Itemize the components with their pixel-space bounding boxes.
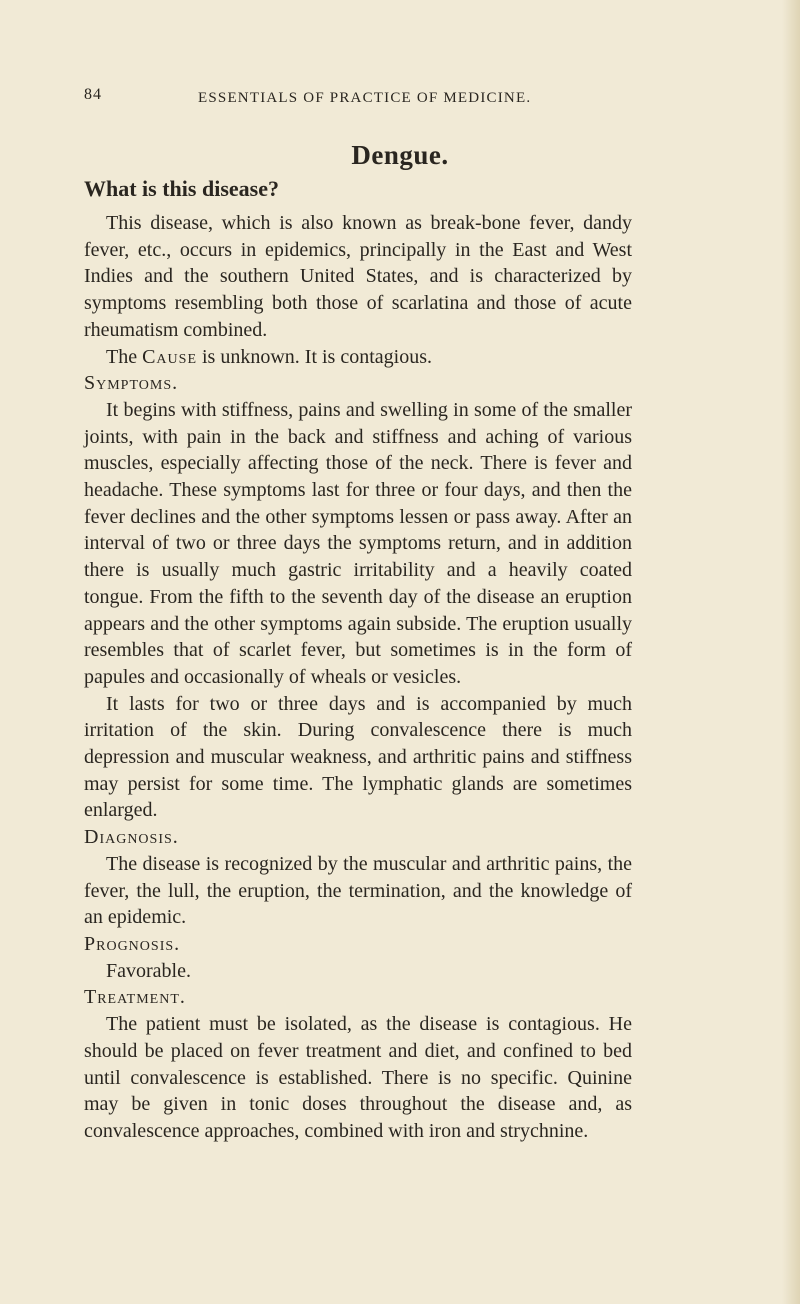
diagnosis-paragraph: The disease is recognized by the muscular and arthritic pains, the fever, the lull, the eruption, the termination, and the knowledge of an epidemic. [84,852,632,929]
treatment-paragraph: The patient must be isolated, as the disease is contagious. He should be placed on fever treatment and diet, and confined to bed until convalescence is established. There is no specific. Quinine may be given in tonic doses throughout the disease and, as convalescence approaches, combined with iron and strychnine. [84,1013,632,1142]
symptoms-heading: Symptoms. [84,372,179,395]
symptoms-paragraph-1: It begins with stiffness, pains and swelling in some of the smaller joints, with pain in the back and stiffness and aching of various muscles, especially affecting those of the neck. There is fever and headache. These symptoms last for three or four days, and then the fever declines and the other symptoms lessen or pass away. After an interval of two or three days the symptoms return, and in addition there is usually much gastric irritability and a heavily coated tongue. From the fifth to the seventh day of the disease an eruption appears and the other symptoms again subside. The eruption usually resembles that of scarlet fever, but sometimes is in the form of papules and occasionally of wheals or vesicles. [84,398,632,688]
cause-paragraph [84,344,632,371]
treatment-heading: Treatment. [84,986,186,1009]
page-number: 84 [84,86,102,103]
symptoms-paragraph-2: It lasts for two or three days and is accompanied by much irritation of the skin. During convalescence there is much depression and muscular weakness, and arthritic pains and stiffness may persist for some time. The lymphatic glands are sometimes enlarged. [84,692,632,822]
cause-text: is unknown. It is contagious. [202,345,432,368]
question-heading: What is this disease? [84,176,279,201]
definition-paragraph: This disease, which is also known as break-bone fever, dandy fever, etc., occurs in epidemics, principally in the East and West Indies and the southern United States, and is characterized by symptoms resembling both those of scarlatina and those of acute rheumatism combined. [84,212,632,341]
cause-pre: The [106,345,138,368]
article-body [84,210,632,1145]
running-head-title: ESSENTIALS OF PRACTICE OF MEDICINE. [198,90,532,106]
running-head [84,86,644,112]
diagnosis-heading: Diagnosis. [84,826,179,849]
page-edge-shadow [782,0,800,1304]
article-title: Dengue. [351,140,449,170]
prognosis-paragraph: Favorable. [106,959,191,982]
cause-label: Cause [142,345,197,368]
prognosis-heading: Prognosis. [84,932,181,955]
